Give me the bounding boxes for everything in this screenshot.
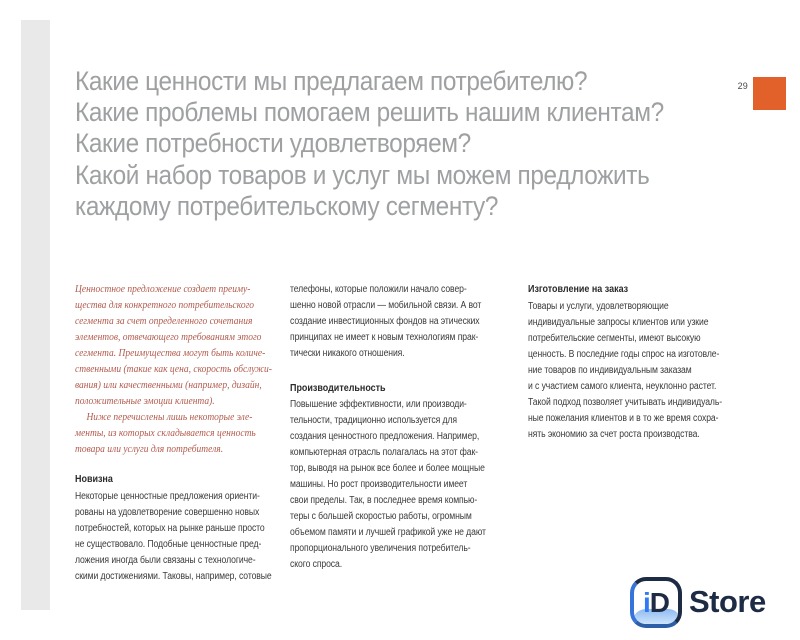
section-title-customization: Изготовление на заказ [528, 284, 629, 295]
text-line: создания ценностного предложения. Например, [290, 431, 480, 442]
text-line: индивидуальные запросы клиентов или узкие [528, 317, 709, 328]
paragraph-novelty [75, 489, 272, 585]
id-store-logo [630, 577, 790, 631]
text-line: товара или услуги для потребителя. [75, 443, 224, 455]
page-edge-bar [21, 20, 50, 610]
text-line: Какие ценности мы предлагаем потребителю? [75, 66, 588, 96]
text-line: ные пожелания клиентов и в то же время сохра- [528, 413, 719, 424]
text-line: машины. Но рост производительности имеет [290, 479, 468, 490]
text-line: теры с большей скоростью работы, огромным [290, 511, 472, 522]
text-line: создание инвестиционных фондов на этических [290, 316, 480, 327]
text-line: скими достижениями. Таковы, например, сотовые [75, 571, 272, 582]
text-line: рованы на удовлетворение совершенно новых [75, 507, 260, 518]
section-title-novelty: Новизна [75, 474, 113, 485]
text-line: вания) или качественными (например, дизайн, [75, 379, 262, 391]
text-line: Ценностное предложение создает преиму- [75, 283, 251, 295]
text-line: свои пределы. Так, в последнее время компью- [290, 495, 478, 506]
intro-paragraph-1 [75, 281, 272, 409]
text-line: компьютерная отрасль полагалась на этот фак- [290, 447, 478, 458]
text-line: сегмента. Преимущества могут быть количе- [75, 347, 266, 359]
text-line: Какие потребности удовлетворяем? [75, 128, 471, 159]
page-marker-square [753, 77, 786, 110]
text-line: не существовало. Подобные ценностные пред- [75, 539, 262, 550]
text-line: каждому потребительскому сегменту? [75, 190, 499, 221]
text-line: Товары и услуги, удовлетворяющие [528, 301, 669, 312]
logo-wordmark: Store [689, 584, 766, 619]
badge-letters [634, 583, 678, 623]
paragraph-performance [290, 397, 486, 573]
text-line: принципах не имеет к новым технологиям прак- [290, 332, 479, 343]
text-line: ценность. В последние годы спрос на изготовле- [528, 349, 720, 360]
text-line: нять экономию за счет роста производства. [528, 429, 700, 440]
section-title-performance: Производительность [290, 383, 386, 394]
column-2 [290, 282, 486, 573]
id-badge-icon [630, 577, 682, 628]
text-line: Какие проблемы помогаем решить нашим клиентам? [75, 97, 664, 128]
text-line: Какой набор товаров и услуг мы можем предложить [75, 159, 650, 190]
headline-questions [75, 66, 664, 222]
column-3 [528, 282, 722, 443]
badge-letter-i: i [642, 587, 650, 618]
text-line: сегмента за счет определенного сочетания [75, 315, 253, 327]
text-line: элементов, отвечающего требованиям этого [75, 331, 262, 343]
text-line: и с участием самого клиента, неуклонно растет. [528, 381, 717, 392]
text-line: шенно новой отрасли — мобильной связи. А вот [290, 300, 482, 311]
column-1 [75, 281, 272, 585]
text-line: пропорционального увеличения потребитель- [290, 543, 471, 554]
paragraph-customization [528, 299, 722, 443]
text-line: телефоны, которые положили начало совер- [290, 284, 467, 295]
text-line: ственными (такие как цена, скорость обслужи- [75, 363, 272, 375]
text-line: Некоторые ценностные предложения ориенти- [75, 491, 260, 502]
text-line: ского спроса. [290, 559, 343, 570]
page-number: 29 [737, 81, 748, 91]
text-line: ние товаров по индивидуальным заказам [528, 365, 692, 376]
text-line: положительные эмоции клиента). [75, 395, 215, 407]
badge-letter-d: D [649, 587, 669, 618]
text-line: щества для конкретного потребительского [75, 299, 255, 311]
text-line: Такой подход позволяет учитывать индивидуаль- [528, 397, 723, 408]
text-line: менты, из которых складывается ценность [75, 427, 256, 439]
text-line: объемом памяти и лучшей графикой уже не дают [290, 527, 486, 538]
text-line: потребительские сегменты, имеют высокую [528, 333, 701, 344]
text-line: потребностей, которых на рынке раньше просто [75, 523, 265, 534]
text-line: Повышение эффективности, или производи- [290, 399, 467, 410]
text-line: ложения иногда были связаны с технологиче- [75, 555, 256, 566]
paragraph-novelty-continued [290, 282, 486, 362]
text-line: тельности, традиционно используется для [290, 415, 457, 426]
text-line: Ниже перечислены лишь некоторые эле- [86, 411, 253, 423]
text-line: тически никакого отношения. [290, 348, 405, 359]
text-line: тор, выводя на рынок все более и более мощные [290, 463, 485, 474]
intro-paragraph-2 [75, 409, 272, 457]
